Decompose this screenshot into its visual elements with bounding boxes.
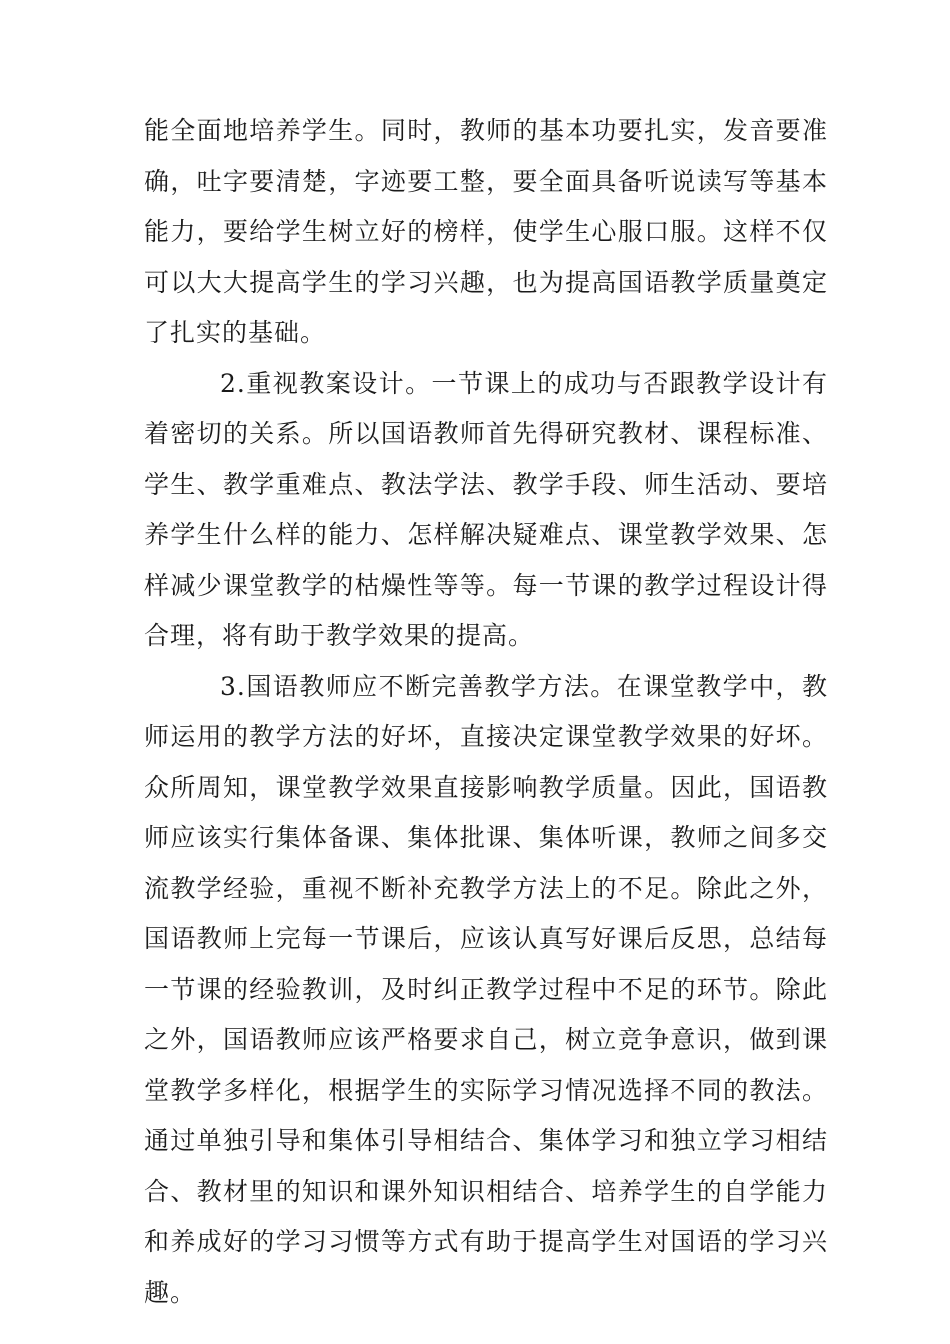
paragraph-lesson-design: 2.重视教案设计。一节课上的成功与否跟教学设计有着密切的关系。所以国语教师首先得研究教材、课程标准、学生、教学重难点、教法学法、教学手段、师生活动、要培养学生什么样的能力、怎样解决疑难点、课堂教学效果、怎样减少课堂教学的枯燥性等等。每一节课的教学过程设计得合理，将有助于教学效果的提高。 <box>144 368 828 650</box>
paragraph-continued: 能全面地培养学生。同时，教师的基本功要扎实，发音要准确，吐字要清楚，字迹要工整，要全面具备听说读写等基本能力，要给学生树立好的榜样，使学生心服口服。这样不仅可以大大提高学生的学习兴趣，也为提高国语教学质量奠定了扎实的基础。 <box>144 116 828 347</box>
paragraph-teaching-methods: 3.国语教师应不断完善教学方法。在课堂教学中，教师运用的教学方法的好坏，直接决定课堂教学效果的好坏。众所周知，课堂教学效果直接影响教学质量。因此，国语教师应该实行集体备课、集体批课、集体听课，教师之间多交流教学经验，重视不断补充教学方法上的不足。除此之外，国语教师上完每一节课后，应该认真写好课后反思，总结每一节课的经验教训，及时纠正教学过程中不足的环节。除此之外，国语教师应该严格要求自己，树立竞争意识，做到课堂教学多样化，根据学生的实际学习情况选择不同的教法。通过单独引导和集体引导相结合、集体学习和独立学习相结合、教材里的知识和课外知识相结合、培养学生的自学能力和养成好的学习习惯等方式有助于提高学生对国语的学习兴趣。 <box>144 671 828 1307</box>
document-body <box>144 106 828 1318</box>
